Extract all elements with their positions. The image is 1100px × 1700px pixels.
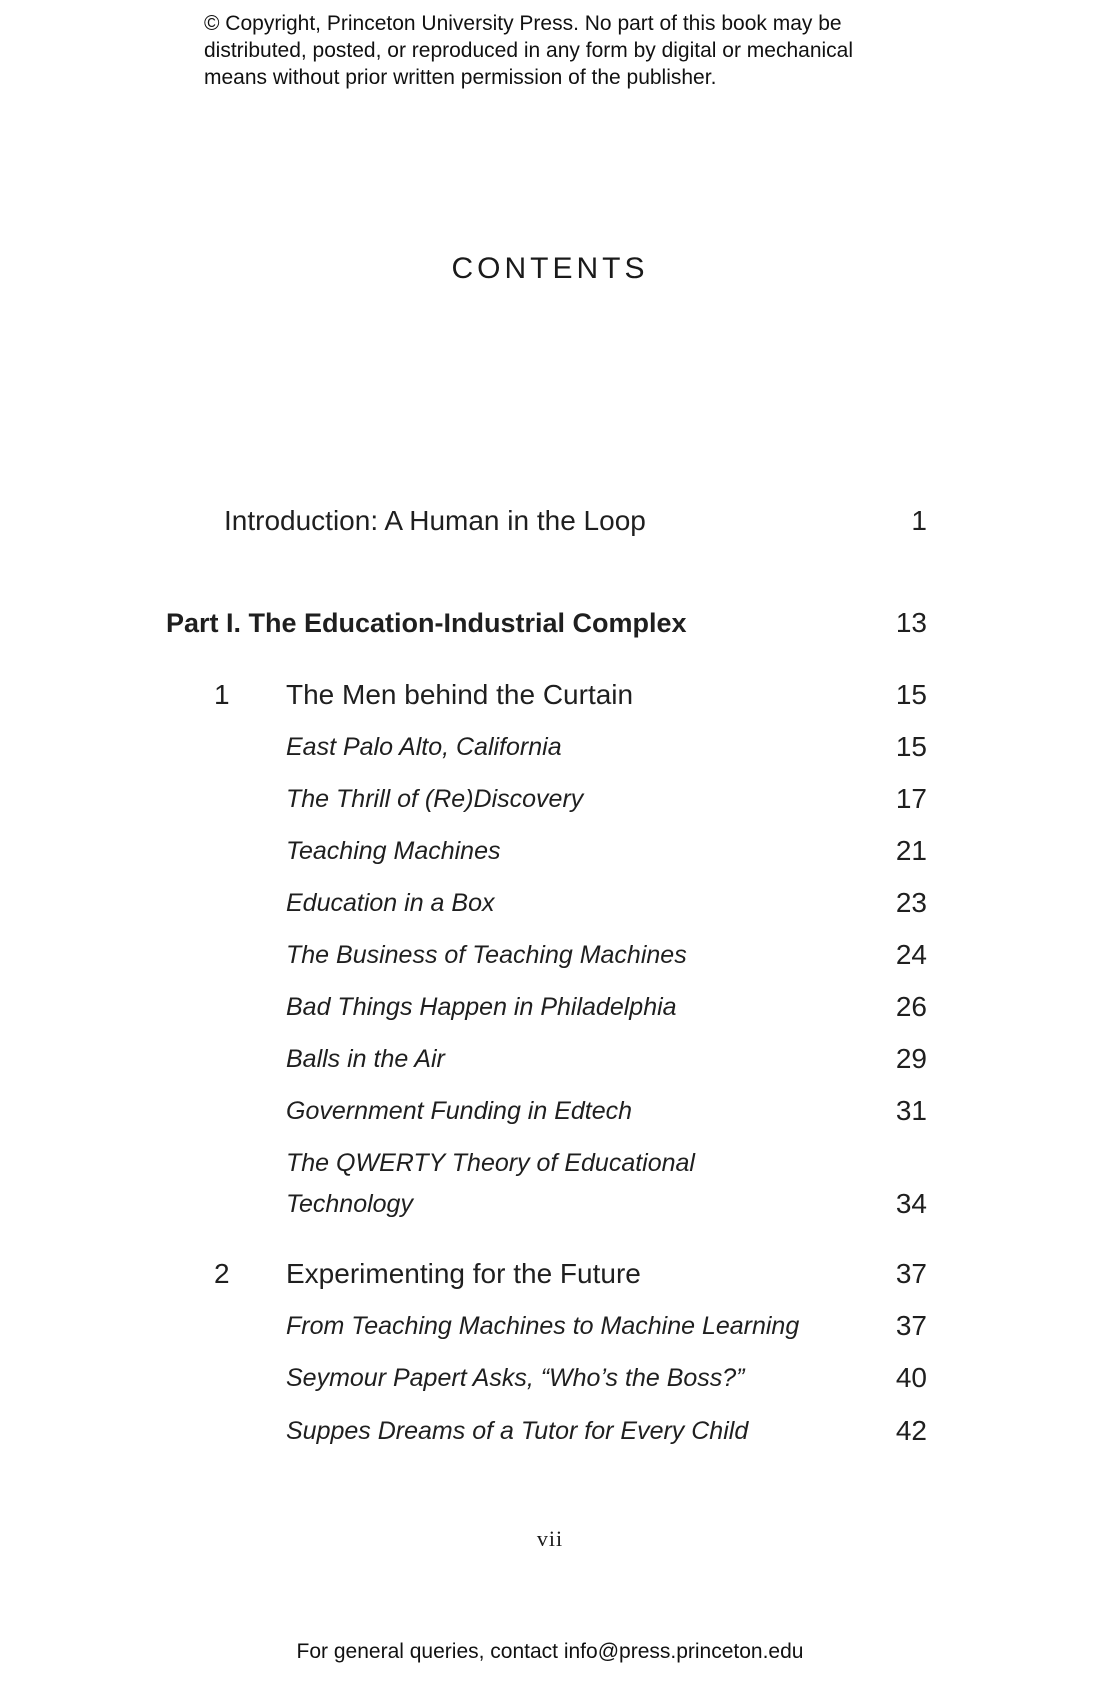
toc-section-page: 29 — [895, 1043, 927, 1074]
toc-chapter-2-number: 2 — [214, 1258, 230, 1289]
toc-section-page: 31 — [895, 1095, 927, 1126]
toc-section-title: Bad Things Happen in Philadelphia — [286, 993, 677, 1021]
toc-section-page: 24 — [895, 939, 927, 970]
toc-section-title: Seymour Papert Asks, “Who’s the Boss?” — [286, 1364, 745, 1392]
toc-chapter-2-title: Experimenting for the Future — [286, 1258, 641, 1289]
toc-section-title: The Thrill of (Re)Discovery — [286, 785, 584, 813]
toc-section-title: East Palo Alto, California — [286, 733, 562, 761]
toc-section-title-line-1: The QWERTY Theory of Educational — [286, 1149, 695, 1177]
toc-section-page: 15 — [895, 731, 927, 762]
copyright-line-2: distributed, posted, or reproduced in any form by digital or mechanical — [204, 39, 854, 62]
toc-section-page: 21 — [895, 835, 927, 866]
copyright-line-3: means without prior written permission of the publisher. — [204, 66, 717, 89]
copyright-line-1: © Copyright, Princeton University Press. No part of this book may be — [204, 12, 842, 35]
toc-chapter-1-number: 1 — [214, 679, 230, 710]
toc-section-title: Education in a Box — [286, 889, 495, 917]
toc-section-page: 17 — [895, 783, 927, 814]
toc-section-page: 23 — [895, 887, 927, 918]
toc-part-1-title: Part I. The Education-Industrial Complex — [166, 608, 687, 638]
copyright-notice — [204, 10, 924, 91]
toc-section-title: Suppes Dreams of a Tutor for Every Child — [286, 1417, 749, 1445]
toc-chapter-2-page: 37 — [895, 1258, 927, 1289]
toc-section-page: 42 — [895, 1415, 927, 1446]
toc-section-title: Balls in the Air — [286, 1045, 445, 1073]
toc-section-title-line-2: Technology — [286, 1190, 413, 1218]
footer-contact: For general queries, contact info@press.princeton.edu — [296, 1640, 804, 1663]
page-number: vii — [536, 1526, 564, 1551]
toc-part-1-page: 13 — [895, 607, 927, 638]
toc-section-page: 34 — [895, 1188, 927, 1219]
toc-section-title: Teaching Machines — [286, 837, 501, 865]
toc-section-page: 26 — [895, 991, 927, 1022]
toc-chapter-1-page: 15 — [895, 679, 927, 710]
toc-section-page: 37 — [895, 1310, 927, 1341]
toc-introduction-page: 1 — [911, 505, 927, 536]
contents-heading: CONTENTS — [451, 252, 649, 285]
toc-section-title: Government Funding in Edtech — [286, 1097, 633, 1125]
toc-chapter-1-title: The Men behind the Curtain — [286, 679, 634, 710]
toc-section-title: From Teaching Machines to Machine Learning — [286, 1312, 800, 1340]
toc-section-page: 40 — [895, 1362, 927, 1393]
toc-section-title: The Business of Teaching Machines — [286, 941, 687, 969]
toc-introduction-title: Introduction: A Human in the Loop — [224, 505, 646, 536]
